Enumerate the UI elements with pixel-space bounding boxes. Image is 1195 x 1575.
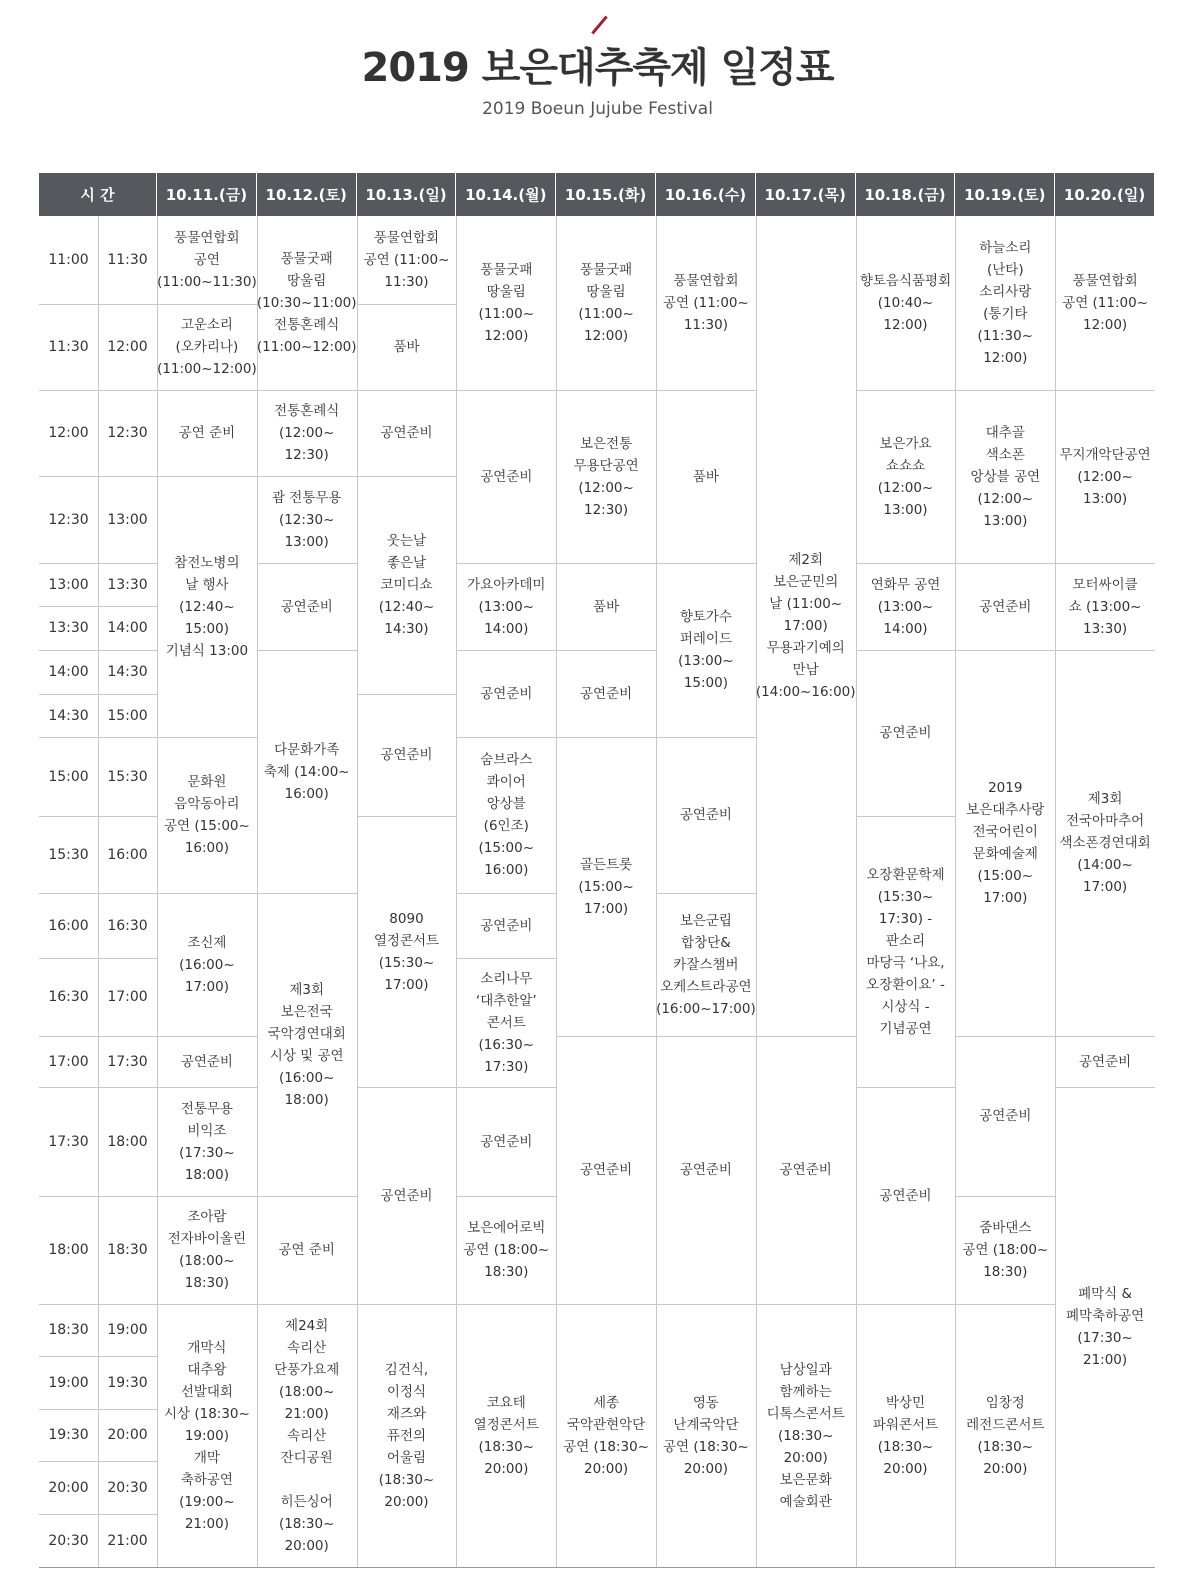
event-cell: 연화무 공연 (13:00~ 14:00): [870, 576, 941, 637]
event-cell: 8090 열정콘서트 (15:30~ 17:00): [373, 910, 440, 993]
event-cell: 보은군립 합창단& 카잘스챔버 오케스트라공연 (16:00~17:00): [656, 912, 756, 1017]
event-cell: 공연 준비: [178, 425, 236, 441]
grid-line: [357, 1087, 457, 1088]
header-day: 10.14.(월): [456, 173, 556, 216]
event-cell: 웃는날 좋은날 코미디쇼 (12:40~ 14:30): [378, 533, 435, 637]
grid-line: [157, 476, 257, 477]
grid-line: [456, 1196, 556, 1197]
grid-line: [556, 1304, 656, 1305]
event-cell: 제24회 속리산 단풍가요제 (18:00~ 21:00) 속리산 잔디공원 히든싱어 (18:30~ 20:00): [274, 1317, 340, 1554]
time-end: 15:30: [107, 768, 148, 785]
grid-line: [157, 1087, 257, 1088]
event-cell: 공연 준비: [278, 1242, 335, 1258]
time-start: 17:00: [48, 1053, 89, 1070]
header-day: 10.13.(일): [357, 173, 457, 216]
event-cell: 공연준비: [380, 1187, 433, 1204]
grid-line: [357, 304, 457, 305]
event-cell: 공연준비: [1079, 1053, 1132, 1070]
event-cell: 공연준비: [679, 807, 732, 823]
event-cell: 공연준비: [380, 747, 433, 763]
event-cell: 공연준비: [280, 598, 333, 615]
time-end: 13:00: [107, 511, 148, 528]
grid-line: [955, 390, 1055, 391]
grid-line: [456, 1087, 556, 1088]
grid-line: [656, 390, 756, 391]
grid-line: [856, 1304, 956, 1305]
time-start: 20:30: [48, 1532, 89, 1549]
grid-line: [257, 1196, 357, 1197]
event-cell: 문화원 음악동아리 공연 (15:00~ 16:00): [163, 774, 250, 856]
event-cell: 줌바댄스 공연 (18:00~ 18:30): [962, 1220, 1049, 1280]
event-cell: 모터싸이클 쇼 (13:00~ 13:30): [1068, 576, 1142, 637]
event-cell: 풍물굿패 땅울림 (11:00~ 12:00): [478, 262, 535, 344]
grid-line: [157, 390, 257, 391]
grid-line: [1055, 1036, 1155, 1037]
page-title: 2019 보은대추축제 일정표: [361, 45, 834, 91]
event-cell: 공연준비: [480, 685, 533, 702]
time-start: 13:00: [48, 576, 89, 593]
header-day: 10.20.(일): [1055, 173, 1155, 216]
event-cell: 하늘소리 (난타) 소리사랑 (통기타 (11:30~ 12:00): [977, 240, 1034, 366]
time-end: 12:30: [107, 425, 148, 441]
event-cell: 풍물연합회 공연 (11:00~11:30): [157, 230, 257, 290]
time-start: 11:00: [48, 252, 89, 268]
time-start: 12:00: [48, 425, 89, 441]
time-end: 16:30: [107, 917, 148, 934]
title-accent-mark: [591, 16, 607, 35]
grid-line: [357, 1304, 457, 1305]
event-cell: 제3회 보은전국 국악경연대회 시상 및 공연 (16:00~ 18:00): [267, 981, 346, 1108]
time-end: 17:00: [107, 989, 148, 1005]
event-cell: 오장환문학제 (15:30~ 17:30) - 판소리 마당극 ‘나요, 오장환이요’ - 시상식 - 기념공연: [866, 866, 945, 1037]
event-cell: 개막식 대추왕 선발대회 시상 (18:30~ 19:00) 개막 축하공연 (19:00~ 21:00): [163, 1339, 250, 1532]
grid-line: [257, 1304, 357, 1305]
event-cell: 임창정 레전드콘서트 (18:30~ 20:00): [966, 1394, 1045, 1477]
grid-line: [456, 958, 556, 959]
event-cell: 공연준비: [480, 1133, 533, 1150]
grid-line: [955, 1036, 1055, 1037]
event-cell: 공연준비: [480, 917, 533, 934]
grid-line: [556, 390, 656, 391]
grid-line: [257, 650, 357, 651]
event-cell: 공연준비: [779, 1162, 832, 1178]
grid-line: [357, 390, 457, 391]
time-start: 14:30: [48, 707, 89, 724]
grid-line: [157, 893, 257, 894]
grid-line: [556, 563, 656, 564]
grid-line: [1055, 390, 1155, 391]
time-start: 19:00: [48, 1374, 89, 1391]
time-end: 18:00: [107, 1133, 148, 1150]
event-cell: 공연준비: [679, 1162, 732, 1178]
header-day: 10.17.(목): [756, 173, 856, 216]
grid-line: [1055, 1087, 1155, 1088]
grid-line: [456, 650, 556, 651]
time-end: 21:00: [107, 1532, 148, 1549]
header-day: 10.18.(금): [856, 173, 956, 216]
event-cell: 보은에어로빅 공연 (18:00~ 18:30): [463, 1220, 550, 1280]
header-day: 10.12.(토): [257, 173, 357, 216]
grid-line: [157, 1304, 257, 1305]
event-cell: 괌 전통무용 (12:30~ 13:00): [271, 489, 342, 550]
grid-line: [856, 1087, 956, 1088]
event-cell: 풍물굿패 땅울림 (10:30~11:00) 전통혼례식 (11:00~12:00): [256, 251, 357, 355]
grid-line: [856, 816, 956, 817]
event-cell: 소리나무 ‘대추한알’ 콘서트 (16:30~ 17:30): [475, 970, 537, 1075]
event-cell: 풍물연합회 공연 (11:00~ 11:30): [363, 230, 450, 290]
time-start: 12:30: [48, 511, 89, 528]
event-cell: 공연준비: [580, 685, 633, 702]
grid-line: [1055, 563, 1155, 564]
page-subtitle: 2019 Boeun Jujube Festival: [482, 99, 713, 119]
event-cell: 조신제 (16:00~ 17:00): [179, 934, 235, 995]
time-end: 14:30: [107, 664, 148, 680]
event-cell: 세종 국악관현악단 공연 (18:30~ 20:00): [563, 1394, 650, 1477]
grid-line: [456, 1304, 556, 1305]
event-cell: 참전노병의 날 행사 (12:40~ 15:00) 기념식 13:00: [165, 554, 249, 659]
event-cell: 향토음식품평회 (10:40~ 12:00): [859, 273, 952, 333]
event-cell: 공연준비: [979, 1108, 1032, 1124]
event-cell: 향토가수 퍼레이드 (13:00~ 15:00): [678, 609, 734, 691]
grid-line: [157, 1196, 257, 1197]
event-cell: 영동 난계국악단 공연 (18:30~ 20:00): [662, 1394, 749, 1477]
time-start: 17:30: [48, 1133, 89, 1150]
time-end: 16:00: [107, 846, 148, 863]
event-cell: 품바: [593, 598, 620, 615]
event-cell: 품바: [692, 468, 719, 485]
grid-line: [157, 1036, 257, 1037]
grid-line: [556, 1036, 656, 1037]
time-start: 18:00: [48, 1242, 89, 1258]
event-cell: 공연준비: [879, 725, 932, 741]
event-cell: 2019 보은대추사랑 전국어린이 문화예술제 (15:00~ 17:00): [966, 780, 1045, 906]
event-cell: 공연준비: [380, 425, 433, 441]
time-start: 19:30: [48, 1427, 89, 1443]
time-start: 15:00: [48, 768, 89, 785]
header-day: 10.16.(수): [656, 173, 756, 216]
event-cell: 제2회 보은군민의 날 (11:00~ 17:00) 무용과기예의 만남 (14:00~16:00): [755, 552, 856, 700]
grid-line: [656, 737, 756, 738]
event-cell: 풍물굿패 땅울림 (11:00~ 12:00): [578, 262, 634, 344]
grid-line: [257, 893, 357, 894]
event-cell: 보은전통 무용단공연 (12:00~ 12:30): [573, 435, 639, 518]
time-start: 16:00: [48, 917, 89, 934]
grid-line: [856, 563, 956, 564]
time-start: 11:30: [48, 339, 89, 355]
time-start: 16:30: [48, 989, 89, 1005]
header-day: 10.15.(화): [556, 173, 656, 216]
grid-line: [656, 893, 756, 894]
grid-line: [955, 1304, 1055, 1305]
grid-line: [357, 816, 457, 817]
time-start: 18:30: [48, 1322, 89, 1338]
event-cell: 폐막식 & 폐막축하공연 (17:30~ 21:00): [1065, 1286, 1145, 1368]
event-cell: 박상민 파워콘서트 (18:30~ 20:00): [872, 1394, 939, 1477]
time-start: 20:00: [48, 1479, 89, 1496]
grid-line: [456, 390, 556, 391]
grid-line: [856, 650, 956, 651]
grid-line: [955, 1196, 1055, 1197]
time-start: 14:00: [48, 664, 89, 680]
grid-line: [856, 390, 956, 391]
grid-line: [556, 737, 656, 738]
event-cell: 공연준비: [879, 1187, 932, 1204]
grid-line: [756, 1304, 856, 1305]
event-cell: 가요아카데미 (13:00~ 14:00): [467, 576, 546, 637]
grid-line: [157, 304, 257, 305]
grid-line: [257, 563, 357, 564]
time-end: 20:00: [107, 1427, 148, 1443]
grid-line: [456, 893, 556, 894]
event-cell: 대추골 색소폰 앙상블 공연 (12:00~ 13:00): [970, 424, 1041, 529]
grid-line: [98, 216, 99, 1567]
grid-line: [456, 737, 556, 738]
event-cell: 품바: [393, 339, 420, 355]
time-end: 20:30: [107, 1479, 148, 1496]
grid-line: [357, 694, 457, 695]
schedule-table: [39, 173, 1155, 1568]
grid-line: [357, 476, 457, 477]
header-day: 10.19.(토): [955, 173, 1055, 216]
grid-line: [556, 650, 656, 651]
event-cell: 다문화가족 축제 (14:00~ 16:00): [263, 741, 350, 802]
event-cell: 골든트롯 (15:00~ 17:00): [578, 856, 634, 917]
time-end: 13:30: [107, 576, 148, 593]
grid-line: [257, 476, 357, 477]
grid-line: [157, 737, 257, 738]
grid-line: [656, 563, 756, 564]
event-cell: 풍물연합회 공연 (11:00~ 12:00): [1062, 273, 1149, 333]
header-day: 10.11.(금): [157, 173, 257, 216]
event-cell: 조아람 전자바이올린 (18:00~ 18:30): [167, 1209, 247, 1291]
time-end: 19:30: [107, 1374, 148, 1391]
event-cell: 남상일과 함께하는 디톡스콘서트 (18:30~ 20:00) 보은문화 예술회관: [766, 1361, 845, 1510]
event-cell: 공연준비: [979, 598, 1032, 615]
event-cell: 숨브라스 콰이어 앙상블 (6인조) (15:00~ 16:00): [478, 752, 535, 878]
grid-line: [756, 1036, 856, 1037]
time-end: 14:00: [107, 620, 148, 636]
grid-line: [656, 1304, 756, 1305]
time-end: 17:30: [107, 1053, 148, 1070]
time-end: 19:00: [107, 1322, 148, 1338]
event-cell: 공연준비: [480, 468, 533, 485]
event-cell: 고운소리 (오카리나) (11:00~12:00): [157, 317, 257, 377]
time-end: 18:30: [107, 1242, 148, 1258]
event-cell: 공연준비: [180, 1053, 233, 1070]
time-start: 13:30: [48, 620, 89, 636]
grid-line: [456, 563, 556, 564]
grid-line: [656, 1036, 756, 1037]
time-end: 11:30: [107, 252, 148, 268]
event-cell: 무지개악단공연 (12:00~ 13:00): [1059, 446, 1151, 507]
event-cell: 전통혼례식 (12:00~ 12:30): [274, 403, 340, 463]
event-cell: 풍물연합회 공연 (11:00~ 11:30): [662, 273, 749, 333]
event-cell: 김건식, 이정식 재즈와 퓨전의 어울림 (18:30~ 20:00): [378, 1361, 435, 1510]
time-start: 15:30: [48, 846, 89, 863]
header-time: 시 간: [39, 173, 157, 216]
grid-line: [257, 390, 357, 391]
time-end: 15:00: [107, 707, 148, 724]
event-cell: 전통무용 비익조 (17:30~ 18:00): [179, 1100, 235, 1183]
grid-line: [1055, 650, 1155, 651]
event-cell: 보은가요 쇼쇼쇼 (12:00~ 13:00): [877, 435, 934, 518]
grid-line: [955, 650, 1055, 651]
event-cell: 코요테 열정콘서트 (18:30~ 20:00): [473, 1394, 539, 1477]
event-cell: 제3회 전국아마추어 색소폰경연대회 (14:00~ 17:00): [1059, 791, 1151, 895]
time-end: 12:00: [107, 339, 148, 355]
event-cell: 공연준비: [580, 1162, 633, 1178]
grid-line: [955, 563, 1055, 564]
